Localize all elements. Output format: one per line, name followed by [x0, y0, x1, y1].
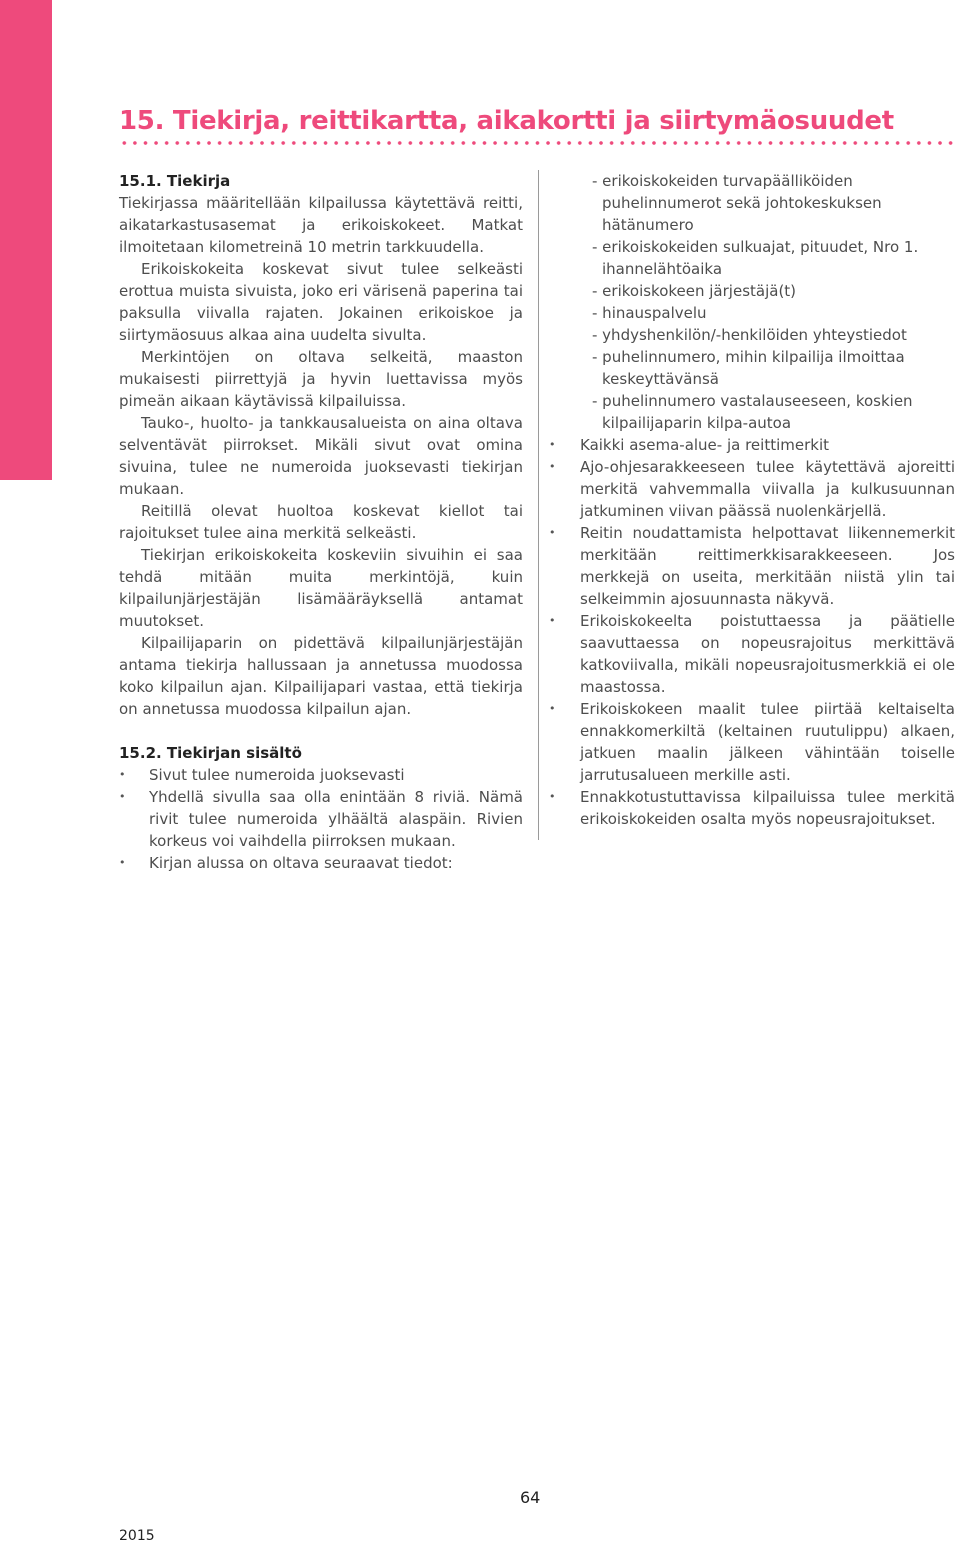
list-item: • Ennakkotustuttavissa kilpailuissa tulee merkitä erikoiskokeiden osalta myös nopeusrajoitukset.: [580, 786, 955, 830]
paragraph: Reitillä olevat huoltoa koskevat kiellot tai rajoitukset tulee aina merkitä selkeästi.: [119, 502, 523, 542]
section-heading-1: 15.1. Tiekirja: [119, 172, 231, 190]
paragraph: Erikoiskokeita koskevat sivut tulee selkeästi erottua muista sivuista, joko eri värisenä paperina tai paksulla viivalla rajaten. Jokainen erikoiskoe ja siirtymäosuus alkaa aina uudelta sivulta.: [119, 260, 523, 344]
left-column: [119, 170, 523, 874]
list-item: - hinauspalvelu: [592, 304, 707, 322]
list-item: • Erikoiskokeen maalit tulee piirtää keltaiselta ennakkomerkiltä (keltainen ruutulippu) alkaen, jatkuen maalin jälkeen vähintään toiselle jarrutusalueen merkille asti.: [580, 698, 955, 786]
paragraph: Tauko-, huolto- ja tankkausalueista on aina oltava selventävät piirrokset. Mikäli sivut ovat omina sivuina, tulee ne numeroida juoksevasti tiekirjan mukaan.: [119, 414, 523, 498]
content-list: [580, 434, 955, 830]
list-item: - erikoiskokeiden sulkuajat, pituudet, Nro 1. ihannelähtöaika: [592, 238, 919, 278]
info-list: [580, 170, 955, 434]
list-item: • Kaikki asema-alue- ja reittimerkit: [580, 434, 955, 456]
right-column: [580, 170, 955, 830]
list-item: - puhelinnumero vastalauseeseen, koskien kilpailijaparin kilpa-autoa: [592, 392, 913, 432]
list-item: • Erikoiskokeelta poistuttaessa ja päätielle saavuttaessa on nopeusrajoitus merkittävä katkoviivalla, mikäli nopeusrajoitusmerkkiä ei ole maastossa.: [580, 610, 955, 698]
paragraph: Tiekirjan erikoiskokeita koskeviin sivuihin ei saa tehdä mitään muita merkintöjä, kuin kilpailunjärjestäjän lisämääräyksellä antamat muutokset.: [119, 546, 523, 630]
list-item: - yhdyshenkilön/-henkilöiden yhteystiedot: [592, 326, 907, 344]
list-item: - erikoiskokeiden turvapäälliköiden puhelinnumerot sekä johtokeskuksen hätänumero: [592, 172, 882, 234]
page-title: 15. Tiekirja, reittikartta, aikakortti ja siirtymäosuudet: [119, 106, 894, 136]
list-item: • Kirjan alussa on oltava seuraavat tiedot:: [119, 852, 523, 874]
paragraph: Kilpailijaparin on pidettävä kilpailunjärjestäjän antama tiekirja hallussaan ja annetussa muodossa koko kilpailun ajan. Kilpailijapari vastaa, että tiekirja on annetussa muodossa kilpailun ajan.: [119, 634, 523, 718]
list-item: • Reitin noudattamista helpottavat liikennemerkit merkitään reittimerkkisarakkeeseen. Jos merkkejä on useita, merkitään niistä ylin tai selkeimmin ajosuunnasta näkyvä.: [580, 522, 955, 610]
list-item: • Yhdellä sivulla saa olla enintään 8 riviä. Nämä rivit tulee numeroida ylhäältä alaspäin. Rivien korkeus voi vaihdella piirroksen mukaan.: [119, 786, 523, 852]
list-item: - puhelinnumero, mihin kilpailija ilmoittaa keskeyttävänsä: [592, 348, 905, 388]
page-number: 64: [520, 1488, 541, 1507]
list-item: • Sivut tulee numeroida juoksevasti: [119, 764, 523, 786]
section-heading-2: 15.2. Tiekirjan sisältö: [119, 744, 302, 762]
content-list: [119, 764, 523, 874]
list-item: - erikoiskokeen järjestäjä(t): [592, 282, 797, 300]
dotted-rule: [119, 139, 955, 147]
side-accent-bar: [0, 0, 52, 480]
footer-year: 2015: [119, 1528, 155, 1544]
list-item: • Ajo-ohjesarakkeeseen tulee käytettävä ajoreitti merkitä vahvemmalla viivalla ja kulkusuunnan jatkuminen viivan päässä nuolenkärjellä.: [580, 456, 955, 522]
column-divider: [538, 170, 539, 840]
paragraph: Tiekirjassa määritellään kilpailussa käytettävä reitti, aikatarkastusasemat ja erikoiskokeet. Matkat ilmoitetaan kilometreinä 10 metrin tarkkuudella.: [119, 194, 523, 256]
paragraph: Merkintöjen on oltava selkeitä, maaston mukaisesti piirrettyjä ja hyvin luettavissa myös pimeän aikaan käytävissä kilpailuissa.: [119, 348, 523, 410]
